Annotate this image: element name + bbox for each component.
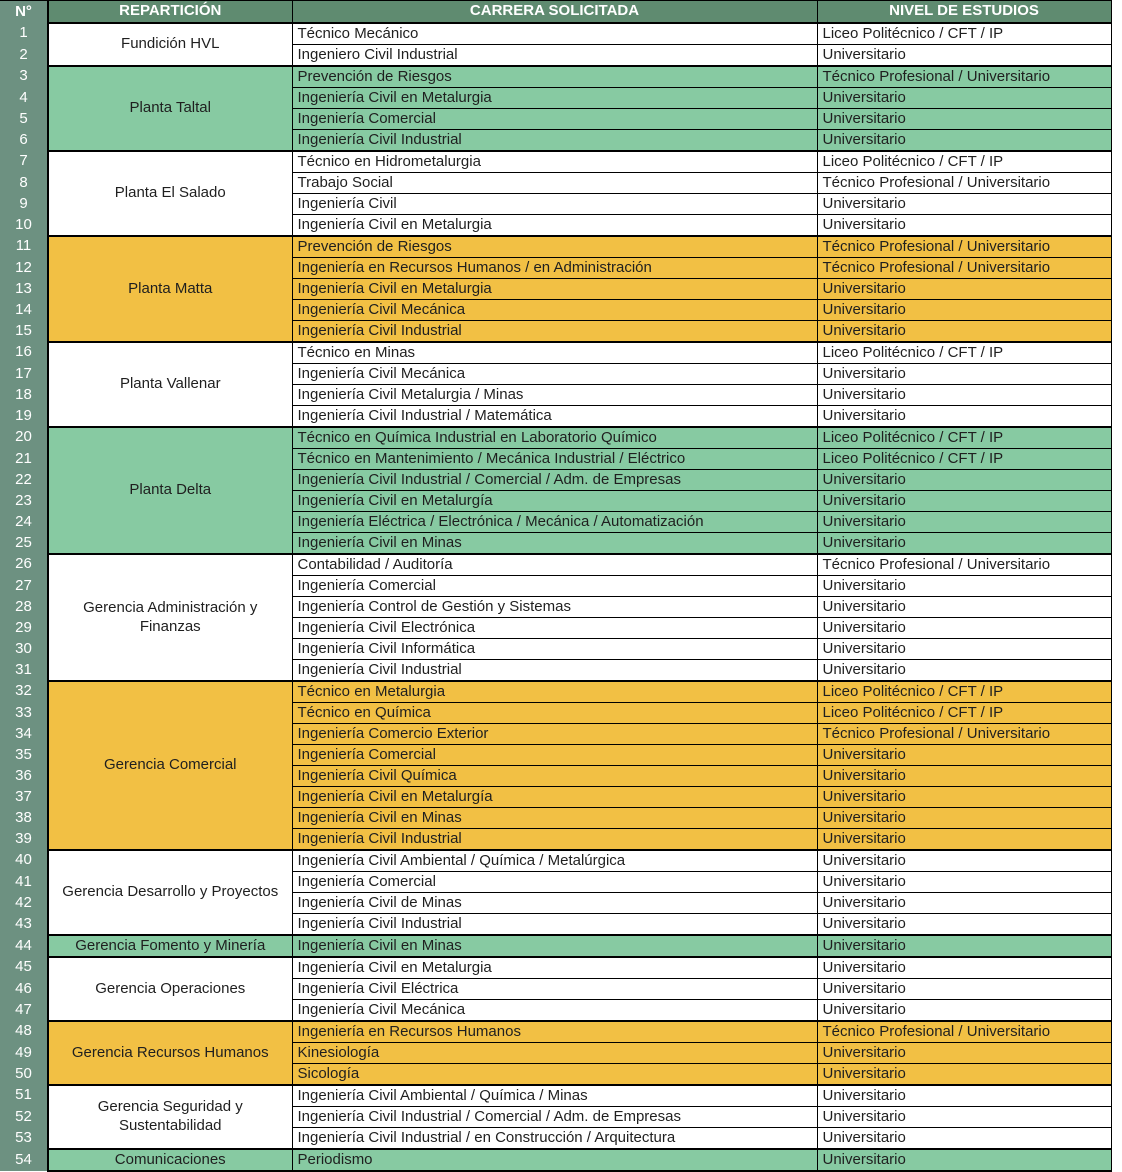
row-number-cell: 36 (0, 766, 48, 787)
nivel-cell: Universitario (817, 808, 1111, 829)
nivel-cell: Universitario (817, 406, 1111, 428)
nivel-cell: Técnico Profesional / Universitario (817, 66, 1111, 88)
row-number-cell: 30 (0, 639, 48, 660)
nivel-cell: Universitario (817, 533, 1111, 555)
carrera-cell: Kinesiología (292, 1043, 817, 1064)
table-row (0, 681, 1111, 703)
reparticion-cell: Fundición HVL (48, 23, 292, 66)
carrera-cell: Ingeniería Civil en Metalurgia (292, 215, 817, 237)
carrera-cell: Ingeniería Civil en Minas (292, 808, 817, 829)
reparticion-cell: Comunicaciones (48, 1149, 292, 1171)
carrera-cell: Contabilidad / Auditoría (292, 554, 817, 576)
carrera-cell: Ingeniería Civil en Metalurgía (292, 787, 817, 808)
table-row (0, 427, 1111, 449)
carrera-cell: Técnico en Química (292, 703, 817, 724)
col-header-carrera-solicitada: CARRERA SOLICITADA (292, 1, 817, 24)
nivel-cell: Universitario (817, 1064, 1111, 1086)
nivel-cell: Universitario (817, 1085, 1111, 1107)
carrera-cell: Técnico en Metalurgia (292, 681, 817, 703)
row-number-cell: 33 (0, 703, 48, 724)
nivel-cell: Universitario (817, 470, 1111, 491)
row-number-cell: 47 (0, 1000, 48, 1022)
carrera-cell: Ingeniería Comercial (292, 109, 817, 130)
row-number-cell: 22 (0, 470, 48, 491)
nivel-cell: Liceo Politécnico / CFT / IP (817, 23, 1111, 45)
nivel-cell: Universitario (817, 618, 1111, 639)
carrera-cell: Ingeniería Civil Industrial (292, 829, 817, 851)
row-number-cell: 40 (0, 850, 48, 872)
carrera-cell: Periodismo (292, 1149, 817, 1171)
row-number-cell: 35 (0, 745, 48, 766)
carrera-cell: Ingeniería Civil en Metalurgia (292, 88, 817, 109)
carrera-cell: Ingeniería Civil Industrial (292, 321, 817, 343)
carrera-cell: Ingeniería Civil en Metalurgia (292, 279, 817, 300)
nivel-cell: Universitario (817, 745, 1111, 766)
carrera-cell: Técnico Mecánico (292, 23, 817, 45)
row-number-cell: 53 (0, 1128, 48, 1150)
carrera-cell: Ingeniería Civil Ambiental / Química / Minas (292, 1085, 817, 1107)
nivel-cell: Universitario (817, 512, 1111, 533)
carrera-cell: Prevención de Riesgos (292, 66, 817, 88)
table-body (0, 23, 1111, 1171)
table-row (0, 1085, 1111, 1107)
nivel-cell: Liceo Politécnico / CFT / IP (817, 703, 1111, 724)
row-number-cell: 9 (0, 194, 48, 215)
table-row (0, 1149, 1111, 1171)
row-number-cell: 51 (0, 1085, 48, 1107)
row-number-cell: 50 (0, 1064, 48, 1086)
carrera-cell: Ingeniería Civil Metalurgia / Minas (292, 385, 817, 406)
row-number-cell: 31 (0, 660, 48, 682)
carrera-cell: Ingeniería Control de Gestión y Sistemas (292, 597, 817, 618)
row-number-cell: 32 (0, 681, 48, 703)
nivel-cell: Universitario (817, 1043, 1111, 1064)
carrera-cell: Ingeniería Civil en Minas (292, 935, 817, 957)
nivel-cell: Liceo Politécnico / CFT / IP (817, 427, 1111, 449)
nivel-cell: Universitario (817, 194, 1111, 215)
nivel-cell: Universitario (817, 1107, 1111, 1128)
nivel-cell: Universitario (817, 109, 1111, 130)
row-number-cell: 48 (0, 1021, 48, 1043)
row-number-cell: 43 (0, 914, 48, 936)
row-number-cell: 13 (0, 279, 48, 300)
nivel-cell: Liceo Politécnico / CFT / IP (817, 342, 1111, 364)
carrera-cell: Ingeniería Comercial (292, 872, 817, 893)
reparticion-cell: Planta El Salado (48, 151, 292, 236)
nivel-cell: Universitario (817, 321, 1111, 343)
reparticion-cell: Gerencia Fomento y Minería (48, 935, 292, 957)
nivel-cell: Universitario (817, 385, 1111, 406)
nivel-cell: Universitario (817, 935, 1111, 957)
row-number-cell: 23 (0, 491, 48, 512)
row-number-cell: 8 (0, 173, 48, 194)
nivel-cell: Universitario (817, 893, 1111, 914)
row-number-cell: 10 (0, 215, 48, 237)
row-number-cell: 26 (0, 554, 48, 576)
table-row (0, 935, 1111, 957)
nivel-cell: Técnico Profesional / Universitario (817, 724, 1111, 745)
row-number-cell: 16 (0, 342, 48, 364)
carrera-cell: Técnico en Química Industrial en Laboratorio Químico (292, 427, 817, 449)
nivel-cell: Universitario (817, 576, 1111, 597)
nivel-cell: Universitario (817, 45, 1111, 67)
nivel-cell: Universitario (817, 215, 1111, 237)
carrera-cell: Ingeniería Civil Mecánica (292, 1000, 817, 1022)
carrera-cell: Ingeniería Eléctrica / Electrónica / Mecánica / Automatización (292, 512, 817, 533)
carrera-cell: Técnico en Hidrometalurgia (292, 151, 817, 173)
row-number-cell: 52 (0, 1107, 48, 1128)
reparticion-cell: Gerencia Desarrollo y Proyectos (48, 850, 292, 935)
nivel-cell: Universitario (817, 1000, 1111, 1022)
row-number-cell: 25 (0, 533, 48, 555)
col-header-nivel-de-estudios: NIVEL DE ESTUDIOS (817, 1, 1111, 24)
carrera-cell: Ingeniería Civil Informática (292, 639, 817, 660)
carrera-cell: Ingeniería Comercial (292, 745, 817, 766)
carrera-cell: Prevención de Riesgos (292, 236, 817, 258)
row-number-cell: 42 (0, 893, 48, 914)
reparticion-cell: Gerencia Operaciones (48, 957, 292, 1021)
row-number-cell: 39 (0, 829, 48, 851)
row-number-cell: 1 (0, 23, 48, 45)
carrera-cell: Ingeniería Civil en Minas (292, 533, 817, 555)
carrera-cell: Ingeniería Civil Industrial (292, 914, 817, 936)
row-number-cell: 45 (0, 957, 48, 979)
row-number-cell: 34 (0, 724, 48, 745)
carrera-cell: Ingeniería Civil Química (292, 766, 817, 787)
row-number-cell: 54 (0, 1149, 48, 1171)
carrera-cell: Sicología (292, 1064, 817, 1086)
carrera-cell: Ingeniería Civil Industrial (292, 660, 817, 682)
nivel-cell: Universitario (817, 300, 1111, 321)
row-number-cell: 11 (0, 236, 48, 258)
row-number-cell: 41 (0, 872, 48, 893)
row-number-cell: 2 (0, 45, 48, 67)
reparticion-cell: Gerencia Recursos Humanos (48, 1021, 292, 1085)
nivel-cell: Universitario (817, 639, 1111, 660)
row-number-cell: 17 (0, 364, 48, 385)
table-row (0, 236, 1111, 258)
carrera-cell: Ingeniería Civil Ambiental / Química / Metalúrgica (292, 850, 817, 872)
nivel-cell: Universitario (817, 660, 1111, 682)
nivel-cell: Técnico Profesional / Universitario (817, 1021, 1111, 1043)
reparticion-cell: Planta Delta (48, 427, 292, 554)
row-number-cell: 49 (0, 1043, 48, 1064)
row-number-cell: 38 (0, 808, 48, 829)
row-number-cell: 6 (0, 130, 48, 152)
row-number-cell: 44 (0, 935, 48, 957)
row-number-cell: 7 (0, 151, 48, 173)
row-number-cell: 37 (0, 787, 48, 808)
reparticion-cell: Gerencia Seguridad y Sustentabilidad (48, 1085, 292, 1149)
carrera-cell: Ingeniería Civil Industrial / Comercial / Adm. de Empresas (292, 1107, 817, 1128)
table-row (0, 554, 1111, 576)
col-header-numero: N° (0, 1, 48, 24)
nivel-cell: Universitario (817, 1149, 1111, 1171)
carrera-cell: Ingeniería Civil Eléctrica (292, 979, 817, 1000)
carrera-cell: Ingeniería Civil Industrial / en Construcción / Arquitectura (292, 1128, 817, 1150)
nivel-cell: Universitario (817, 787, 1111, 808)
carrera-cell: Ingeniería Civil Electrónica (292, 618, 817, 639)
reparticion-cell: Gerencia Administración y Finanzas (48, 554, 292, 681)
carrera-cell: Ingeniería Comercial (292, 576, 817, 597)
header-row (0, 1, 1111, 24)
carrera-cell: Técnico en Minas (292, 342, 817, 364)
reparticion-cell: Planta Taltal (48, 66, 292, 151)
row-number-cell: 4 (0, 88, 48, 109)
table-row (0, 850, 1111, 872)
carrera-cell: Ingeniería Civil Mecánica (292, 364, 817, 385)
nivel-cell: Universitario (817, 829, 1111, 851)
row-number-cell: 19 (0, 406, 48, 428)
nivel-cell: Universitario (817, 872, 1111, 893)
nivel-cell: Liceo Politécnico / CFT / IP (817, 151, 1111, 173)
carrera-cell: Ingeniería en Recursos Humanos (292, 1021, 817, 1043)
carrera-cell: Ingeniero Civil Industrial (292, 45, 817, 67)
row-number-cell: 28 (0, 597, 48, 618)
nivel-cell: Técnico Profesional / Universitario (817, 554, 1111, 576)
col-header-reparticion: REPARTICIÓN (48, 1, 292, 24)
table-row (0, 1021, 1111, 1043)
reparticion-cell: Planta Vallenar (48, 342, 292, 427)
row-number-cell: 27 (0, 576, 48, 597)
row-number-cell: 12 (0, 258, 48, 279)
table-row (0, 957, 1111, 979)
nivel-cell: Universitario (817, 850, 1111, 872)
carrera-cell: Ingeniería Civil en Metalurgía (292, 491, 817, 512)
carrera-cell: Técnico en Mantenimiento / Mecánica Industrial / Eléctrico (292, 449, 817, 470)
carrera-cell: Ingeniería Comercio Exterior (292, 724, 817, 745)
row-number-cell: 20 (0, 427, 48, 449)
table-row (0, 342, 1111, 364)
carrera-cell: Ingeniería en Recursos Humanos / en Administración (292, 258, 817, 279)
row-number-cell: 46 (0, 979, 48, 1000)
carrera-cell: Ingeniería Civil Mecánica (292, 300, 817, 321)
row-number-cell: 15 (0, 321, 48, 343)
reparticion-cell: Planta Matta (48, 236, 292, 342)
row-number-cell: 21 (0, 449, 48, 470)
nivel-cell: Liceo Politécnico / CFT / IP (817, 681, 1111, 703)
nivel-cell: Universitario (817, 364, 1111, 385)
carrera-cell: Ingeniería Civil (292, 194, 817, 215)
carrera-cell: Trabajo Social (292, 173, 817, 194)
nivel-cell: Universitario (817, 766, 1111, 787)
carrera-cell: Ingeniería Civil Industrial / Comercial / Adm. de Empresas (292, 470, 817, 491)
table-row (0, 23, 1111, 45)
row-number-cell: 3 (0, 66, 48, 88)
nivel-cell: Técnico Profesional / Universitario (817, 258, 1111, 279)
nivel-cell: Universitario (817, 597, 1111, 618)
row-number-cell: 18 (0, 385, 48, 406)
reparticion-cell: Gerencia Comercial (48, 681, 292, 850)
nivel-cell: Universitario (817, 88, 1111, 109)
row-number-cell: 5 (0, 109, 48, 130)
nivel-cell: Universitario (817, 914, 1111, 936)
carrera-cell: Ingeniería Civil Industrial (292, 130, 817, 152)
row-number-cell: 24 (0, 512, 48, 533)
nivel-cell: Universitario (817, 979, 1111, 1000)
nivel-cell: Universitario (817, 957, 1111, 979)
table-row (0, 66, 1111, 88)
nivel-cell: Liceo Politécnico / CFT / IP (817, 449, 1111, 470)
nivel-cell: Técnico Profesional / Universitario (817, 173, 1111, 194)
nivel-cell: Universitario (817, 130, 1111, 152)
nivel-cell: Técnico Profesional / Universitario (817, 236, 1111, 258)
carrera-cell: Ingeniería Civil Industrial / Matemática (292, 406, 817, 428)
table-row (0, 151, 1111, 173)
nivel-cell: Universitario (817, 491, 1111, 512)
row-number-cell: 29 (0, 618, 48, 639)
nivel-cell: Universitario (817, 1128, 1111, 1150)
row-number-cell: 14 (0, 300, 48, 321)
carrera-cell: Ingeniería Civil de Minas (292, 893, 817, 914)
nivel-cell: Universitario (817, 279, 1111, 300)
carrera-cell: Ingeniería Civil en Metalurgia (292, 957, 817, 979)
